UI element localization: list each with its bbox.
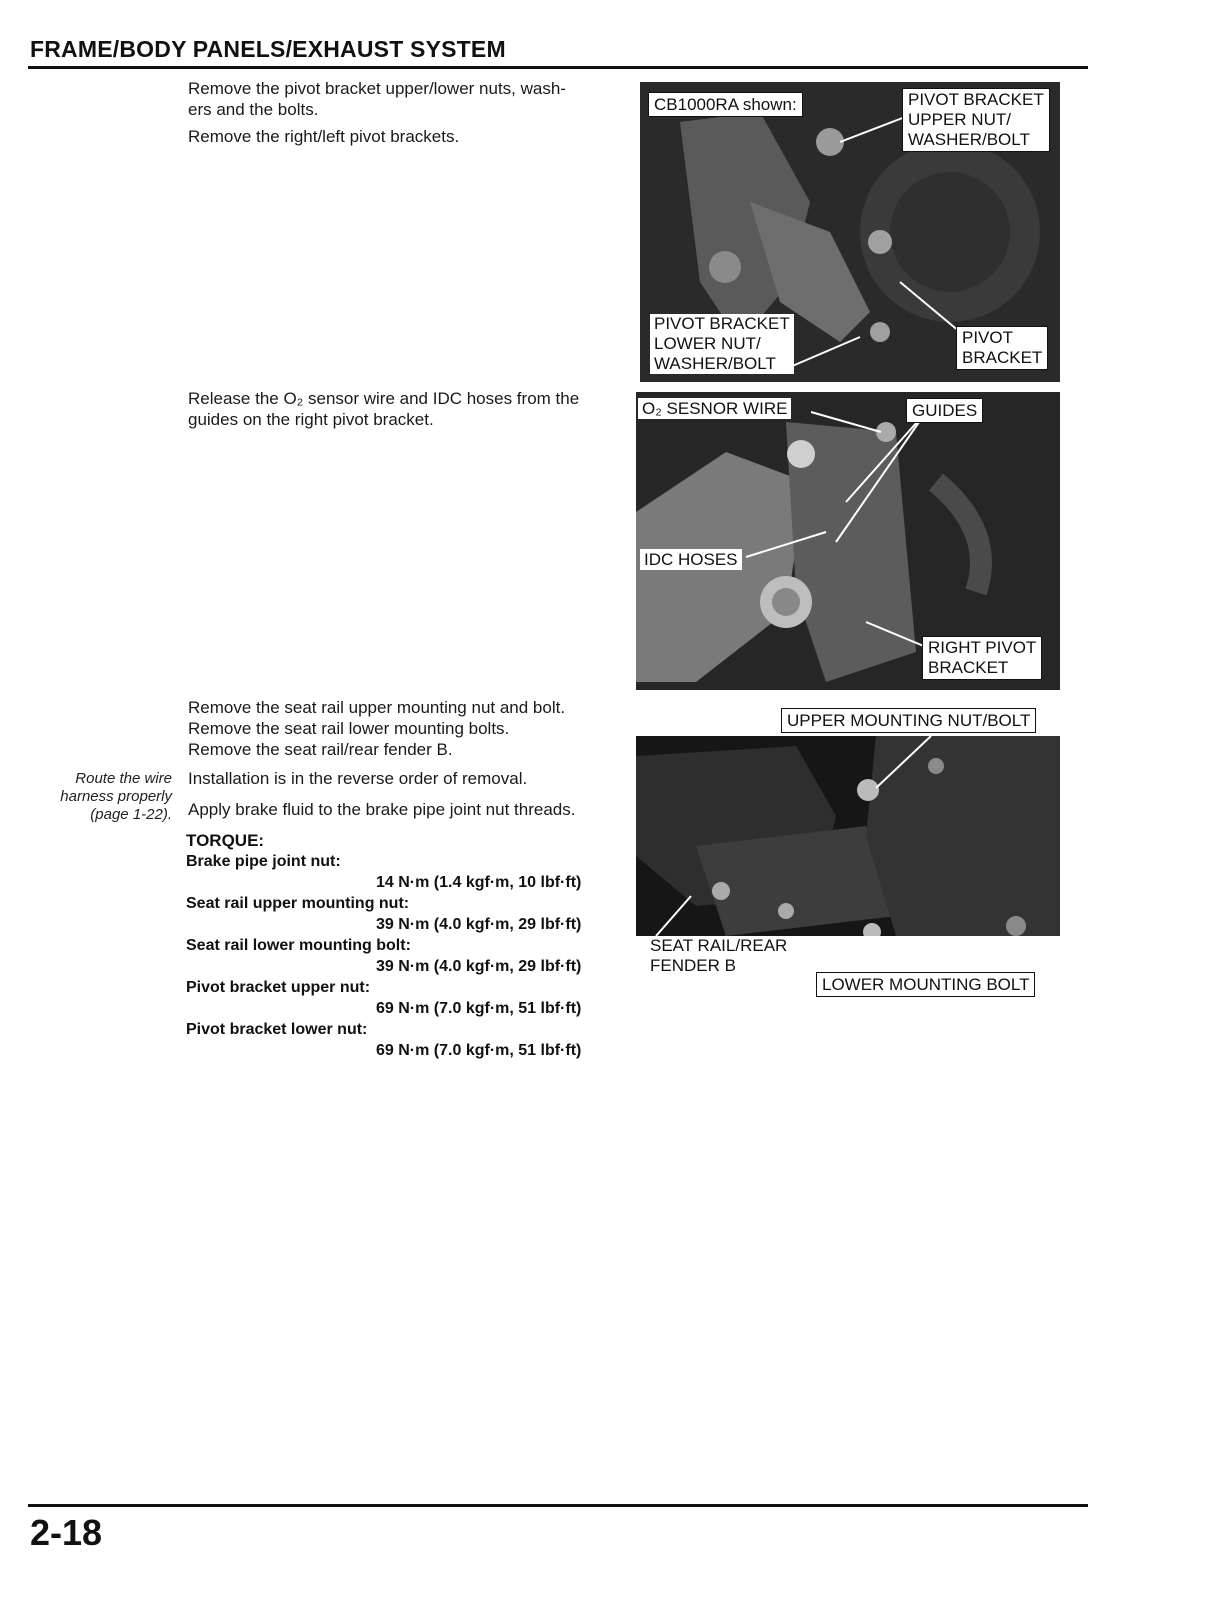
install-instruction: Installation is in the reverse order of removal. <box>188 769 528 788</box>
upper-nut-callout <box>902 88 1050 152</box>
torque-heading: TORQUE: <box>186 831 265 850</box>
torque-item-name: Pivot bracket lower nut: <box>186 1021 368 1038</box>
step-text: Remove the pivot bracket upper/lower nuts, wash- <box>188 79 566 98</box>
callout-line: BRACKET <box>962 348 1043 367</box>
header-divider <box>28 66 1088 69</box>
note-line: Route the wire <box>75 770 172 787</box>
seat-rail-photo <box>636 736 1060 936</box>
o2-steps <box>188 388 633 430</box>
seat-rail-figure <box>636 700 1060 1000</box>
step-text: Remove the right/left pivot brackets. <box>188 127 460 146</box>
callout-line: LOWER NUT/ <box>654 334 761 353</box>
upper-mounting-callout: UPPER MOUNTING NUT/BOLT <box>781 708 1036 733</box>
torque-item-value: 39 N·m (4.0 kgf·m, 29 lbf·ft) <box>376 958 582 975</box>
step-text: Release the O₂ sensor wire and IDC hoses from the <box>188 389 580 408</box>
torque-item-value: 14 N·m (1.4 kgf·m, 10 lbf·ft) <box>376 874 582 891</box>
callout-line: PIVOT BRACKET <box>654 314 790 333</box>
side-note <box>30 770 172 824</box>
step-text: Remove the seat rail/rear fender B. <box>188 740 453 759</box>
step-text: Remove the seat rail lower mounting bolts. <box>188 719 510 738</box>
lower-mounting-callout: LOWER MOUNTING BOLT <box>816 972 1035 997</box>
callout-line: WASHER/BOLT <box>654 354 776 373</box>
guides-callout: GUIDES <box>906 398 983 423</box>
torque-item-value: 39 N·m (4.0 kgf·m, 29 lbf·ft) <box>376 916 582 933</box>
page-title: FRAME/BODY PANELS/EXHAUST SYSTEM <box>30 36 506 62</box>
pivot-steps <box>188 78 633 147</box>
page-number: 2-18 <box>30 1512 103 1553</box>
callout-line: WASHER/BOLT <box>908 130 1030 149</box>
footer-divider <box>28 1504 1088 1507</box>
torque-item-name: Pivot bracket upper nut: <box>186 979 371 996</box>
step-text: Remove the seat rail upper mounting nut and bolt. <box>188 698 566 717</box>
model-label: CB1000RA shown: <box>648 92 803 117</box>
torque-item-name: Seat rail lower mounting bolt: <box>186 937 411 954</box>
pivot-bracket-callout <box>956 326 1048 370</box>
seat-rail-steps <box>188 697 633 760</box>
torque-item-name: Brake pipe joint nut: <box>186 853 341 870</box>
callout-line: PIVOT <box>962 328 1014 347</box>
lower-nut-callout <box>650 314 794 374</box>
idc-hoses-callout: IDC HOSES <box>640 549 742 570</box>
step-text: ers and the bolts. <box>188 100 319 119</box>
callout-line: UPPER NUT/ <box>908 110 1011 129</box>
callout-line: SEAT RAIL/REAR <box>650 936 788 955</box>
torque-item-name: Seat rail upper mounting nut: <box>186 895 410 912</box>
torque-item-value: 69 N·m (7.0 kgf·m, 51 lbf·ft) <box>376 1000 582 1017</box>
right-pivot-bracket-callout <box>922 636 1042 680</box>
torque-spec-block <box>186 830 636 1061</box>
o2-sensor-photo <box>636 392 1060 690</box>
callout-line: RIGHT PIVOT <box>928 638 1037 657</box>
o2-wire-callout: O₂ SESNOR WIRE <box>638 398 791 419</box>
apply-fluid-instruction: Apply brake fluid to the brake pipe joint nut threads. <box>188 800 576 819</box>
note-line: (page 1-22). <box>90 806 172 823</box>
callout-line: PIVOT BRACKET <box>908 90 1044 109</box>
seat-rail-illustration <box>636 736 1060 936</box>
callout-line: BRACKET <box>928 658 1009 677</box>
seat-rail-callout <box>650 936 787 976</box>
torque-item-value: 69 N·m (7.0 kgf·m, 51 lbf·ft) <box>376 1042 582 1059</box>
note-line: harness properly <box>60 788 172 805</box>
step-text: guides on the right pivot bracket. <box>188 410 434 429</box>
callout-line: FENDER B <box>650 956 736 975</box>
